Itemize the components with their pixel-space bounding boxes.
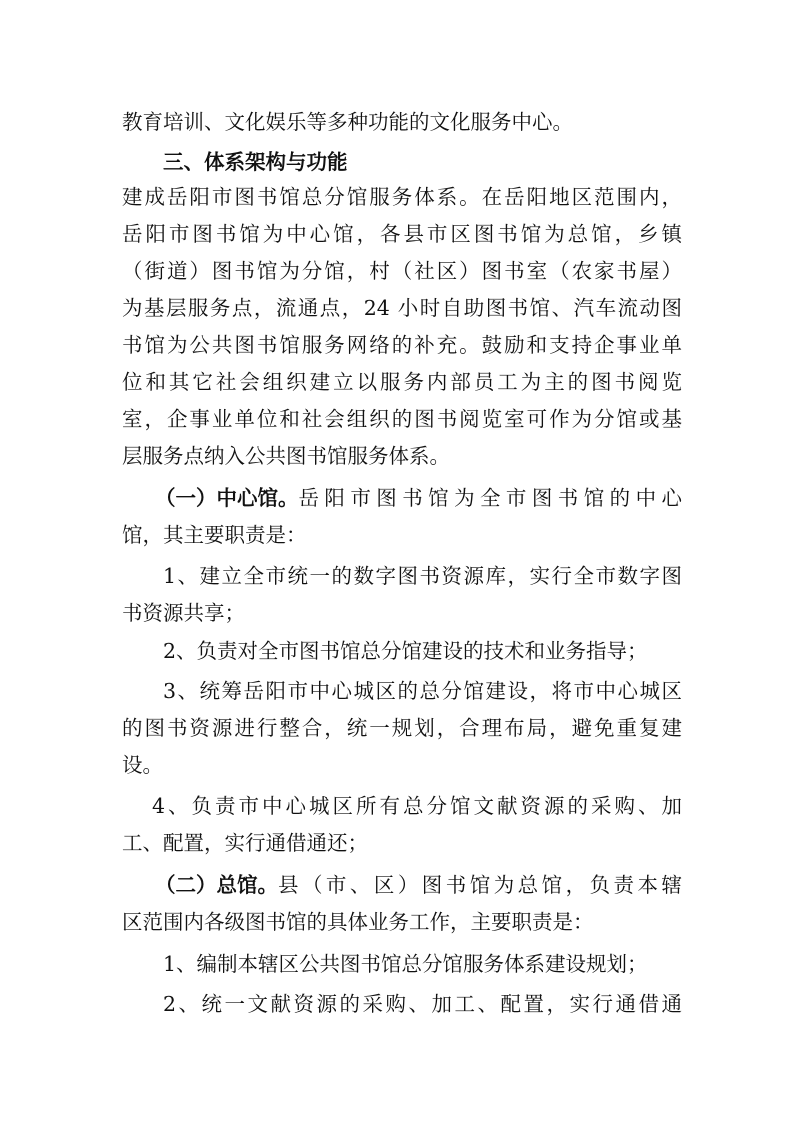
list-item: 2、统一文献资源的采购、加工、配置，实行通借通 [163,992,682,1016]
subsection-line-general [155,871,682,899]
text-line: 层服务点纳入公共图书馆服务体系。 [122,444,450,468]
list-item: 1、建立全市统一的数字图书资源库，实行全市数字图 [163,564,682,588]
text-line: 工、配置，实行通借通还； [122,831,368,855]
list-item: 2、负责对全市图书馆总分馆建设的技术和业务指导； [163,639,648,663]
subsection-text-general: 县（市、区）图书馆为总馆，负责本辖 [278,873,682,897]
text-line: 建成岳阳市图书馆总分馆服务体系。在岳阳地区范围内， [122,185,682,209]
subsection-title-general: （二）总馆。 [155,873,278,897]
text-line: 教育培训、文化娱乐等多种功能的文化服务中心。 [122,110,573,134]
list-item: 1、编制本辖区公共图书馆总分馆服务体系建设规划； [163,952,648,976]
text-line: 书资源共享； [122,601,245,625]
section-heading: 三、体系架构与功能 [163,150,348,174]
text-line: 区范围内各级图书馆的具体业务工作，主要职责是： [122,910,594,934]
subsection-line-central [155,484,682,512]
text-line: 位和其它社会组织建立以服务内部员工为主的图书阅览 [122,370,682,394]
text-line: （街道）图书馆为分馆，村（社区）图书室（农家书屋） [122,259,682,283]
subsection-text-central: 岳阳市图书馆为全市图书馆的中心 [298,486,682,510]
text-line: 设。 [122,753,163,777]
text-line: 馆，其主要职责是： [122,523,307,547]
subsection-title-central: （一）中心馆。 [155,486,299,510]
text-line: 为基层服务点，流通点，24 小时自助图书馆、汽车流动图 [122,296,682,320]
text-line: 岳阳市图书馆为中心馆，各县市区图书馆为总馆，乡镇 [122,222,682,246]
text-line: 的图书资源进行整合，统一规划，合理布局，避免重复建 [122,716,682,740]
list-item: 4、负责市中心城区所有总分馆文献资源的采购、加 [152,794,682,818]
text-line: 室，企事业单位和社会组织的图书阅览室可作为分馆或基 [122,407,682,431]
list-item: 3、统筹岳阳市中心城区的总分馆建设，将市中心城区 [163,679,682,703]
text-line: 书馆为公共图书馆服务网络的补充。鼓励和支持企事业单 [122,333,682,357]
